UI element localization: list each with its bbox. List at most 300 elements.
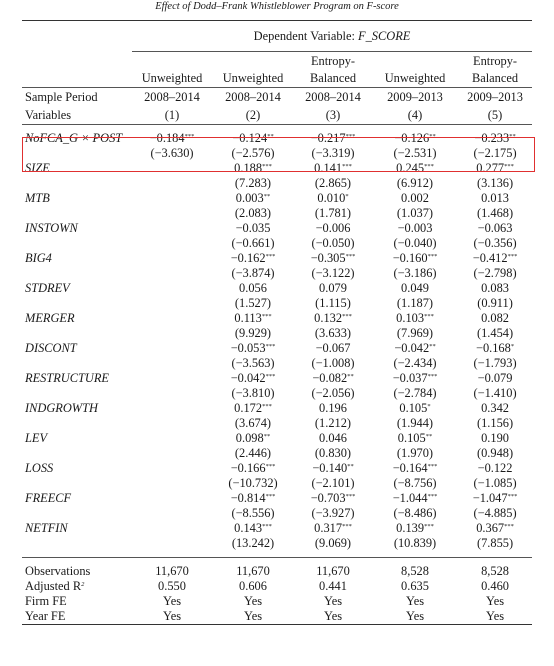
footer-value: 0.441	[319, 579, 347, 593]
coefficient-cell	[132, 521, 212, 536]
variable-name: FREECF	[25, 491, 72, 505]
significance-stars: ***	[427, 463, 438, 470]
t-stat-value	[132, 416, 212, 431]
t-stat-value: (10.839)	[393, 536, 437, 550]
t-stat-value: (−1.008)	[311, 356, 355, 370]
t-stat-row	[22, 476, 532, 491]
variable-name: NETFIN	[25, 521, 68, 535]
significance-stars: **	[347, 373, 354, 380]
coefficient-cell	[212, 221, 294, 236]
coefficient-value: −0.164	[392, 461, 428, 475]
sample-period-value: 2009–2013	[387, 89, 443, 104]
coefficient-cell	[458, 431, 532, 446]
coefficient-value: 0.113	[234, 311, 262, 325]
col-5-line1: Entropy-	[473, 54, 518, 68]
coefficient-value: −0.412	[472, 251, 508, 265]
t-stat-value: (1.156)	[476, 416, 514, 430]
coefficient-value: 0.083	[481, 281, 509, 295]
col-5-line2: Balanced	[458, 69, 532, 88]
coefficient-value: 0.105	[397, 431, 426, 445]
col-2-line2: Unweighted	[212, 69, 294, 88]
column-number: (2)	[212, 106, 294, 125]
coefficient-cell	[294, 461, 372, 476]
t-stat-value: (1.187)	[396, 296, 434, 310]
t-stat-value: (−8.556)	[231, 506, 275, 520]
footer-value: 0.460	[481, 579, 509, 593]
coefficient-value: −0.160	[392, 251, 428, 265]
coefficient-cell	[294, 221, 372, 236]
coefficient-value: 0.367	[476, 521, 505, 535]
coefficient-cell	[372, 281, 458, 296]
t-stat-value: (−8.756)	[393, 476, 437, 490]
significance-stars: ***	[342, 523, 352, 530]
footer-row	[22, 594, 532, 609]
coefficient-row	[22, 161, 532, 176]
coefficient-row	[22, 371, 532, 386]
t-stat-value: (−2.101)	[311, 476, 355, 490]
coefficient-row	[22, 401, 532, 416]
column-number: (4)	[372, 106, 458, 125]
coefficient-value: 0.172	[234, 401, 263, 415]
variable-name: INDGROWTH	[25, 401, 98, 415]
coefficient-cell	[458, 371, 532, 386]
variable-name: BIG4	[25, 251, 52, 265]
footer-value: 8,528	[481, 564, 509, 578]
coefficient-row	[22, 311, 532, 326]
significance-stars: ***	[345, 253, 356, 260]
t-stat-value	[132, 476, 212, 491]
t-stat-value: (−8.486)	[393, 506, 437, 520]
t-stat-value	[132, 206, 212, 221]
t-stat-value: (9.929)	[234, 326, 272, 340]
footer-label	[22, 594, 132, 609]
coefficient-cell	[132, 281, 212, 296]
coefficient-value: 0.003	[235, 191, 264, 205]
footer-value: 0.635	[401, 579, 429, 593]
footer-value: Yes	[212, 609, 294, 625]
footer-label-text: Firm FE	[25, 594, 67, 608]
variable-name: INSTOWN	[25, 221, 78, 235]
coefficient-value: −0.082	[312, 371, 348, 385]
coefficient-cell	[372, 491, 458, 506]
coefficient-value: −0.037	[392, 371, 428, 385]
t-stat-value: (7.855)	[476, 536, 514, 550]
t-stat-row	[22, 506, 532, 521]
coefficient-value: 0.196	[319, 401, 347, 415]
t-stat-value: (1.037)	[396, 206, 434, 220]
coefficient-value: 0.056	[239, 281, 267, 295]
coefficient-value: −0.067	[315, 341, 351, 355]
coefficient-value: −0.042	[394, 341, 430, 355]
t-stat-value	[132, 236, 212, 251]
coefficient-value: 0.013	[481, 191, 509, 205]
coefficient-cell	[294, 431, 372, 446]
significance-stars: ***	[504, 523, 514, 530]
footer-value: Yes	[294, 609, 372, 625]
t-stat-value: (7.283)	[234, 176, 272, 190]
table-caption: Effect of Dodd–Frank Whistleblower Program on F-score	[155, 1, 399, 12]
footer-value: 8,528	[401, 564, 429, 578]
t-stat-value: (−2.576)	[231, 146, 275, 160]
coefficient-value: 0.245	[396, 161, 425, 175]
coefficient-cell	[372, 221, 458, 236]
coefficient-value: −0.166	[230, 461, 266, 475]
t-stat-value: (−2.434)	[393, 356, 437, 370]
coefficient-value: −0.233	[474, 131, 510, 145]
column-number: (1)	[132, 106, 212, 125]
significance-stars: ***	[345, 133, 356, 140]
footer-label-text: Adjusted R	[25, 579, 82, 593]
coefficient-cell	[212, 461, 294, 476]
t-stat-row	[22, 296, 532, 311]
coefficient-cell	[132, 491, 212, 506]
footer-row	[22, 564, 532, 579]
coefficient-cell	[212, 311, 294, 326]
t-stat-value: (1.454)	[476, 326, 514, 340]
t-stat-value: (−2.784)	[393, 386, 437, 400]
coefficient-cell	[212, 521, 294, 536]
t-stat-value: (−1.085)	[473, 476, 517, 490]
coefficient-value: −0.122	[477, 461, 513, 475]
significance-stars: *	[345, 193, 349, 200]
coefficient-cell	[458, 401, 532, 416]
coefficient-cell	[458, 281, 532, 296]
t-stat-row	[22, 416, 532, 431]
significance-stars: ***	[342, 163, 352, 170]
coefficient-value: −0.003	[397, 221, 433, 235]
coefficient-value: 0.049	[401, 281, 429, 295]
coefficient-value: −0.124	[232, 131, 268, 145]
coefficient-cell	[458, 341, 532, 356]
coefficient-cell	[132, 221, 212, 236]
significance-stars: ***	[427, 373, 438, 380]
significance-stars: ***	[504, 163, 514, 170]
coefficient-cell	[458, 161, 532, 176]
t-stat-value: (−0.661)	[231, 236, 275, 250]
coefficient-cell	[372, 251, 458, 266]
coefficient-cell	[458, 521, 532, 536]
footer-value: 0.606	[239, 579, 267, 593]
t-stat-value: (−3.810)	[231, 386, 275, 400]
coefficient-cell	[458, 491, 532, 506]
t-stat-row	[22, 356, 532, 371]
t-stat-value: (−2.175)	[473, 146, 517, 160]
significance-stars: ***	[345, 493, 356, 500]
footer-label	[22, 579, 132, 594]
footer-label-superscript: 2	[81, 581, 85, 588]
coefficient-value: 0.132	[314, 311, 343, 325]
t-stat-value	[132, 296, 212, 311]
t-stat-row	[22, 326, 532, 341]
t-stat-value: (−1.410)	[473, 386, 517, 400]
significance-stars: ***	[265, 493, 276, 500]
coefficient-value: 0.105	[399, 401, 428, 415]
t-stat-row	[22, 386, 532, 401]
coefficient-row	[22, 281, 532, 296]
t-stat-value: (3.136)	[476, 176, 514, 190]
coefficient-cell	[294, 341, 372, 356]
significance-stars: ***	[262, 163, 272, 170]
t-stat-value	[132, 446, 212, 461]
t-stat-value	[132, 326, 212, 341]
significance-stars: *	[510, 343, 515, 350]
t-stat-value	[132, 266, 212, 281]
t-stat-value	[132, 176, 212, 191]
col-1-line2: Unweighted	[132, 69, 212, 88]
footer-row	[22, 609, 532, 625]
t-stat-value: (2.446)	[234, 446, 272, 460]
t-stat-value: (1.944)	[396, 416, 434, 430]
coefficient-cell	[372, 131, 458, 146]
coefficient-cell	[132, 161, 212, 176]
coefficient-value: 0.143	[234, 521, 263, 535]
t-stat-value: (0.830)	[314, 446, 352, 460]
coefficient-cell	[372, 161, 458, 176]
t-stat-value: (−1.793)	[473, 356, 517, 370]
coefficient-row	[22, 251, 532, 266]
variable-name: DISCONT	[25, 341, 77, 355]
coefficient-cell	[132, 311, 212, 326]
footer-value: Yes	[405, 594, 425, 608]
coefficient-cell	[212, 491, 294, 506]
t-stat-value: (−2.056)	[311, 386, 355, 400]
footer-value: Yes	[458, 609, 532, 625]
significance-stars: ***	[265, 253, 276, 260]
coefficient-cell	[372, 341, 458, 356]
t-stat-value: (−3.186)	[393, 266, 437, 280]
coefficient-value: −0.305	[310, 251, 346, 265]
significance-stars: ***	[184, 133, 195, 140]
coefficient-cell	[458, 131, 532, 146]
coefficient-cell	[294, 251, 372, 266]
significance-stars: ***	[261, 313, 272, 320]
dependent-variable-row	[22, 21, 532, 52]
sample-period-value: 2008–2014	[144, 89, 200, 104]
variable-name: LEV	[25, 431, 48, 445]
coefficient-cell	[212, 431, 294, 446]
t-stat-value: (−3.122)	[311, 266, 355, 280]
coefficient-cell	[372, 431, 458, 446]
sample-period-value: 2009–2013	[467, 89, 523, 104]
coefficient-value: 0.010	[317, 191, 346, 205]
coefficient-cell	[372, 461, 458, 476]
t-stat-value: (−3.563)	[231, 356, 275, 370]
coefficient-cell	[294, 371, 372, 386]
t-stat-value: (−2.531)	[393, 146, 437, 160]
coefficient-value: 0.139	[396, 521, 425, 535]
variable-name: LOSS	[25, 461, 54, 475]
significance-stars: **	[429, 133, 436, 140]
t-stat-value: (9.069)	[314, 536, 352, 550]
t-stat-value	[132, 356, 212, 371]
sample-period-value: 2008–2014	[305, 89, 361, 104]
coefficient-cell	[212, 281, 294, 296]
t-stat-value: (2.083)	[234, 206, 272, 220]
coefficient-cell	[294, 521, 372, 536]
significance-stars: ***	[427, 493, 438, 500]
significance-stars: **	[267, 133, 274, 140]
coefficient-value: −0.035	[235, 221, 271, 235]
sample-period-value: 2008–2014	[225, 89, 281, 104]
variable-name: MERGER	[25, 311, 75, 325]
coefficient-value: 0.046	[319, 431, 347, 445]
coefficient-value: −0.063	[477, 221, 513, 235]
coefficient-value: 0.342	[481, 401, 509, 415]
t-stat-value: (2.865)	[314, 176, 352, 190]
coefficient-cell	[458, 251, 532, 266]
coefficient-cell	[458, 221, 532, 236]
significance-stars: ***	[427, 253, 438, 260]
t-stat-row	[22, 536, 532, 551]
t-stat-value	[132, 536, 212, 551]
column-number: (5)	[458, 106, 532, 125]
t-stat-value: (−3.319)	[311, 146, 355, 160]
variable-name: RESTRUCTURE	[25, 371, 109, 385]
variables-label: Variables	[22, 106, 132, 125]
coefficient-value: −0.126	[394, 131, 430, 145]
coefficient-cell	[372, 401, 458, 416]
coefficient-value: −0.703	[310, 491, 346, 505]
footer-label-text: Observations	[25, 564, 91, 578]
coefficient-value: −0.140	[312, 461, 348, 475]
col-3-line1: Entropy-	[310, 54, 356, 68]
t-stat-value: (−0.040)	[393, 236, 437, 250]
t-stat-value: (1.527)	[234, 296, 272, 310]
coefficient-value: −0.079	[477, 371, 513, 385]
col-1-line1	[132, 52, 212, 70]
significance-stars: ***	[262, 523, 272, 530]
coefficient-value: 0.082	[481, 311, 509, 325]
coefficient-cell	[212, 401, 294, 416]
t-stat-row	[22, 176, 532, 191]
footer-label	[22, 609, 132, 625]
significance-stars: ***	[262, 403, 272, 410]
variable-name: STDREV	[25, 281, 70, 295]
t-stat-value: (3.674)	[234, 416, 272, 430]
t-stat-value: (1.115)	[315, 296, 351, 310]
t-stat-row	[22, 146, 532, 161]
footer-value: 11,670	[236, 564, 270, 578]
coefficient-value: 0.079	[319, 281, 347, 295]
col-4-line2: Unweighted	[372, 69, 458, 88]
t-stat-value	[132, 506, 212, 521]
coefficient-cell	[294, 491, 372, 506]
coefficient-cell	[372, 191, 458, 206]
coefficient-cell	[212, 191, 294, 206]
significance-stars: **	[263, 433, 271, 440]
coefficient-value: 0.002	[401, 191, 429, 205]
t-stat-value: (0.948)	[476, 446, 514, 460]
coefficient-value: 0.190	[481, 431, 509, 445]
significance-stars: ***	[424, 313, 434, 320]
significance-stars: ***	[507, 253, 518, 260]
coefficient-value: −0.162	[230, 251, 266, 265]
coefficient-row	[22, 461, 532, 476]
t-stat-value: (1.212)	[314, 416, 352, 430]
significance-stars: ***	[265, 463, 276, 470]
header-row-2	[22, 69, 532, 88]
footer-value: Yes	[243, 594, 263, 608]
t-stat-value: (0.911)	[477, 296, 513, 310]
significance-stars: **	[429, 343, 436, 350]
coefficient-cell	[458, 191, 532, 206]
coefficient-value: −0.184	[149, 131, 185, 145]
t-stat-value: (−2.798)	[473, 266, 517, 280]
coefficient-cell	[132, 191, 212, 206]
sample-period-row	[22, 88, 532, 107]
footer-value: Yes	[372, 609, 458, 625]
dependent-variable-label: Dependent Variable: F_SCORE	[132, 21, 532, 52]
coefficient-value: 0.103	[396, 311, 425, 325]
coefficient-cell	[212, 251, 294, 266]
coefficient-value: 0.317	[314, 521, 343, 535]
coefficient-value: −1.044	[392, 491, 428, 505]
coefficient-cell	[132, 341, 212, 356]
coefficient-cell	[372, 521, 458, 536]
t-stat-value: (−0.356)	[473, 236, 517, 250]
variables-row	[22, 106, 532, 125]
footer-value: Yes	[132, 609, 212, 625]
col-3-line2: Balanced	[294, 69, 372, 88]
coefficient-cell	[294, 281, 372, 296]
significance-stars: **	[347, 463, 354, 470]
footer-value: Yes	[486, 594, 505, 608]
footer-label-text: Year FE	[25, 609, 66, 623]
footer-value: Yes	[323, 594, 343, 608]
footer-row	[22, 579, 532, 594]
coefficient-value: −0.814	[230, 491, 266, 505]
t-stat-value: (−3.630)	[150, 146, 194, 160]
footer-value: 11,670	[316, 564, 350, 578]
coefficient-value: −0.042	[230, 371, 266, 385]
variable-name: MTB	[25, 191, 50, 205]
coefficient-cell	[212, 371, 294, 386]
significance-stars: ***	[424, 163, 434, 170]
coefficient-cell	[212, 131, 294, 146]
coefficient-value: −0.168	[475, 341, 511, 355]
significance-stars: ***	[265, 343, 276, 350]
footer-value: 11,670	[155, 564, 189, 578]
significance-stars: ***	[342, 313, 352, 320]
coefficient-row	[22, 191, 532, 206]
coefficient-row	[22, 521, 532, 536]
t-stat-value: (13.242)	[231, 536, 275, 550]
coefficient-cell	[372, 311, 458, 326]
t-stat-value: (7.969)	[396, 326, 434, 340]
coefficient-value: 0.277	[476, 161, 505, 175]
coefficient-cell	[132, 371, 212, 386]
coefficient-cell	[294, 311, 372, 326]
t-stat-value: (1.781)	[314, 206, 352, 220]
t-stat-row	[22, 266, 532, 281]
coefficient-cell	[212, 341, 294, 356]
coefficient-cell	[132, 461, 212, 476]
coefficient-cell	[132, 131, 212, 146]
coefficient-value: 0.188	[234, 161, 263, 175]
variable-name: NoFCA_G × POST	[25, 131, 123, 145]
t-stat-value: (−10.732)	[228, 476, 278, 490]
coefficient-cell	[458, 311, 532, 326]
t-stat-value	[132, 386, 212, 401]
coefficient-cell	[132, 401, 212, 416]
coefficient-row	[22, 341, 532, 356]
t-stat-value: (6.912)	[396, 176, 434, 190]
coefficient-row	[22, 131, 532, 146]
t-stat-value: (3.633)	[314, 326, 352, 340]
coefficient-cell	[294, 191, 372, 206]
significance-stars: ***	[507, 493, 518, 500]
coefficient-value: 0.098	[235, 431, 264, 445]
